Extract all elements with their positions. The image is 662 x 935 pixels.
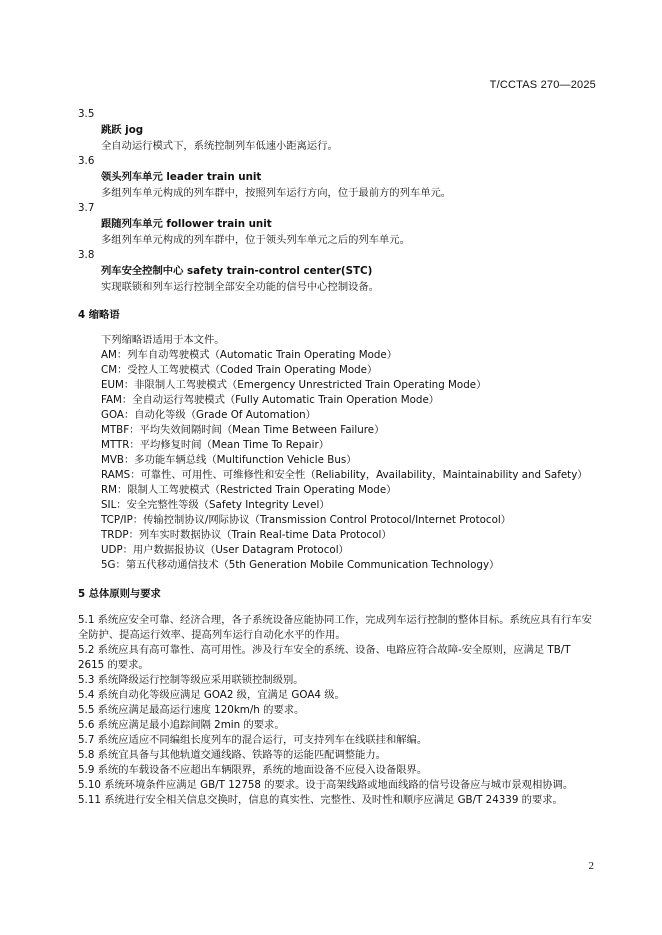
- requirement-item: 5.9 系统的车载设备不应超出车辆限界，系统的地面设备不应侵入设备限界。: [78, 764, 428, 776]
- abbreviation-item: TCP/IP：传输控制协议/网际协议（Transmission Control Protocol/Internet Protocol）: [101, 514, 512, 526]
- requirement-item: 5.11 系统进行安全相关信息交换时，信息的真实性、完整性、及时性和顺序应满足 GB/T 24339 的要求。: [78, 794, 563, 806]
- chapter-5-title: 5 总体原则与要求: [78, 588, 161, 600]
- term-number: 3.7: [78, 202, 95, 214]
- requirement-item: 5.1 系统应安全可靠、经济合理，各子系统设备应能协同工作，完成列车运行控制的整体目标。系统应具有行车安全防护、提高运行效率、提高列车运行自动化水平的作用。: [78, 614, 592, 641]
- term-title: 跟随列车单元 follower train unit: [101, 218, 272, 230]
- abbreviation-item: SIL：安全完整性等级（Safety Integrity Level）: [101, 499, 330, 511]
- page-number: 2: [588, 860, 594, 872]
- requirement-item: 5.10 系统环境条件应满足 GB/T 12758 的要求。设于高架线路或地面线路的信号设备应与城市景观相协调。: [78, 779, 574, 791]
- abbreviation-item: 5G：第五代移动通信技术（5th Generation Mobile Communication Technology）: [101, 559, 500, 571]
- abbreviation-item: TRDP：列车实时数据协议（Train Real-time Data Protocol）: [101, 529, 392, 541]
- abbreviation-item: MTBF：平均失效间隔时间（Mean Time Between Failure）: [101, 424, 385, 436]
- term-title: 跳跃 jog: [101, 124, 144, 136]
- document-body: [78, 107, 599, 808]
- requirement-item: 5.3 系统降级运行控制等级应采用联锁控制级别。: [78, 674, 304, 686]
- abbreviation-item: CM：受控人工驾驶模式（Coded Train Operating Mode）: [101, 364, 378, 376]
- term-3-5: [78, 107, 599, 154]
- term-definition: 实现联锁和列车运行控制全部安全功能的信号中心控制设备。: [101, 281, 380, 293]
- term-3-6: [78, 154, 599, 201]
- abbreviation-list: [78, 348, 599, 573]
- abbreviation-item: MTTR：平均修复时间（Mean Time To Repair）: [101, 439, 329, 451]
- requirement-item: 5.4 系统自动化等级应满足 GOA2 级，宜满足 GOA4 级。: [78, 689, 345, 701]
- requirement-item: 5.6 系统应满足最小追踪间隔 2min 的要求。: [78, 719, 285, 731]
- term-definition: 多组列车单元构成的列车群中，位于领头列车单元之后的列车单元。: [101, 234, 410, 246]
- abbreviation-item: EUM：非限制人工驾驶模式（Emergency Unrestricted Train Operating Mode）: [101, 379, 487, 391]
- term-number: 3.6: [78, 155, 95, 167]
- term-number: 3.5: [78, 108, 95, 120]
- requirement-list: [78, 613, 599, 808]
- abbreviation-item: GOA：自动化等级（Grade Of Automation）: [101, 409, 316, 421]
- chapter-4-title: 4 缩略语: [78, 309, 120, 321]
- abbreviation-item: UDP：用户数据报协议（User Datagram Protocol）: [101, 544, 349, 556]
- term-definition: 多组列车单元构成的列车群中，按照列车运行方向，位于最前方的列车单元。: [101, 187, 452, 199]
- requirement-item: 5.5 系统应满足最高运行速度 120km/h 的要求。: [78, 704, 305, 716]
- abbreviation-item: RM：限制人工驾驶模式（Restricted Train Operating Mode）: [101, 484, 397, 496]
- term-title: 列车安全控制中心 safety train-control center(STC): [101, 265, 373, 277]
- standard-id: T/CCTAS 270—2025: [489, 79, 596, 91]
- abbreviation-item: FAM：全自动运行驾驶模式（Fully Automatic Train Operation Mode）: [101, 394, 440, 406]
- requirement-item: 5.8 系统宜具备与其他轨道交通线路、铁路等的运能匹配调整能力。: [78, 749, 386, 761]
- term-3-7: [78, 201, 599, 248]
- requirement-item: 5.2 系统应具有高可靠性、高可用性。涉及行车安全的系统、设备、电路应符合故障-安全原则，应满足 TB/T 2615 的要求。: [78, 644, 571, 671]
- abbreviation-item: RAMS：可靠性、可用性、可维修性和安全性（Reliability，Availability，Maintainability and Safety）: [101, 469, 588, 481]
- requirement-item: 5.7 系统应适应不同编组长度列车的混合运行，可支持列车在线联挂和解编。: [78, 734, 428, 746]
- abbreviation-item: AM：列车自动驾驶模式（Automatic Train Operating Mode）: [101, 349, 398, 361]
- abbreviation-item: MVB：多功能车辆总线（Multifunction Vehicle Bus）: [101, 454, 357, 466]
- term-title: 领头列车单元 leader train unit: [101, 171, 262, 183]
- abbreviations-intro: 下列缩略语适用于本文件。: [101, 334, 225, 346]
- term-3-8: [78, 248, 599, 295]
- term-definition: 全自动运行模式下，系统控制列车低速小距离运行。: [101, 140, 338, 152]
- term-number: 3.8: [78, 249, 95, 261]
